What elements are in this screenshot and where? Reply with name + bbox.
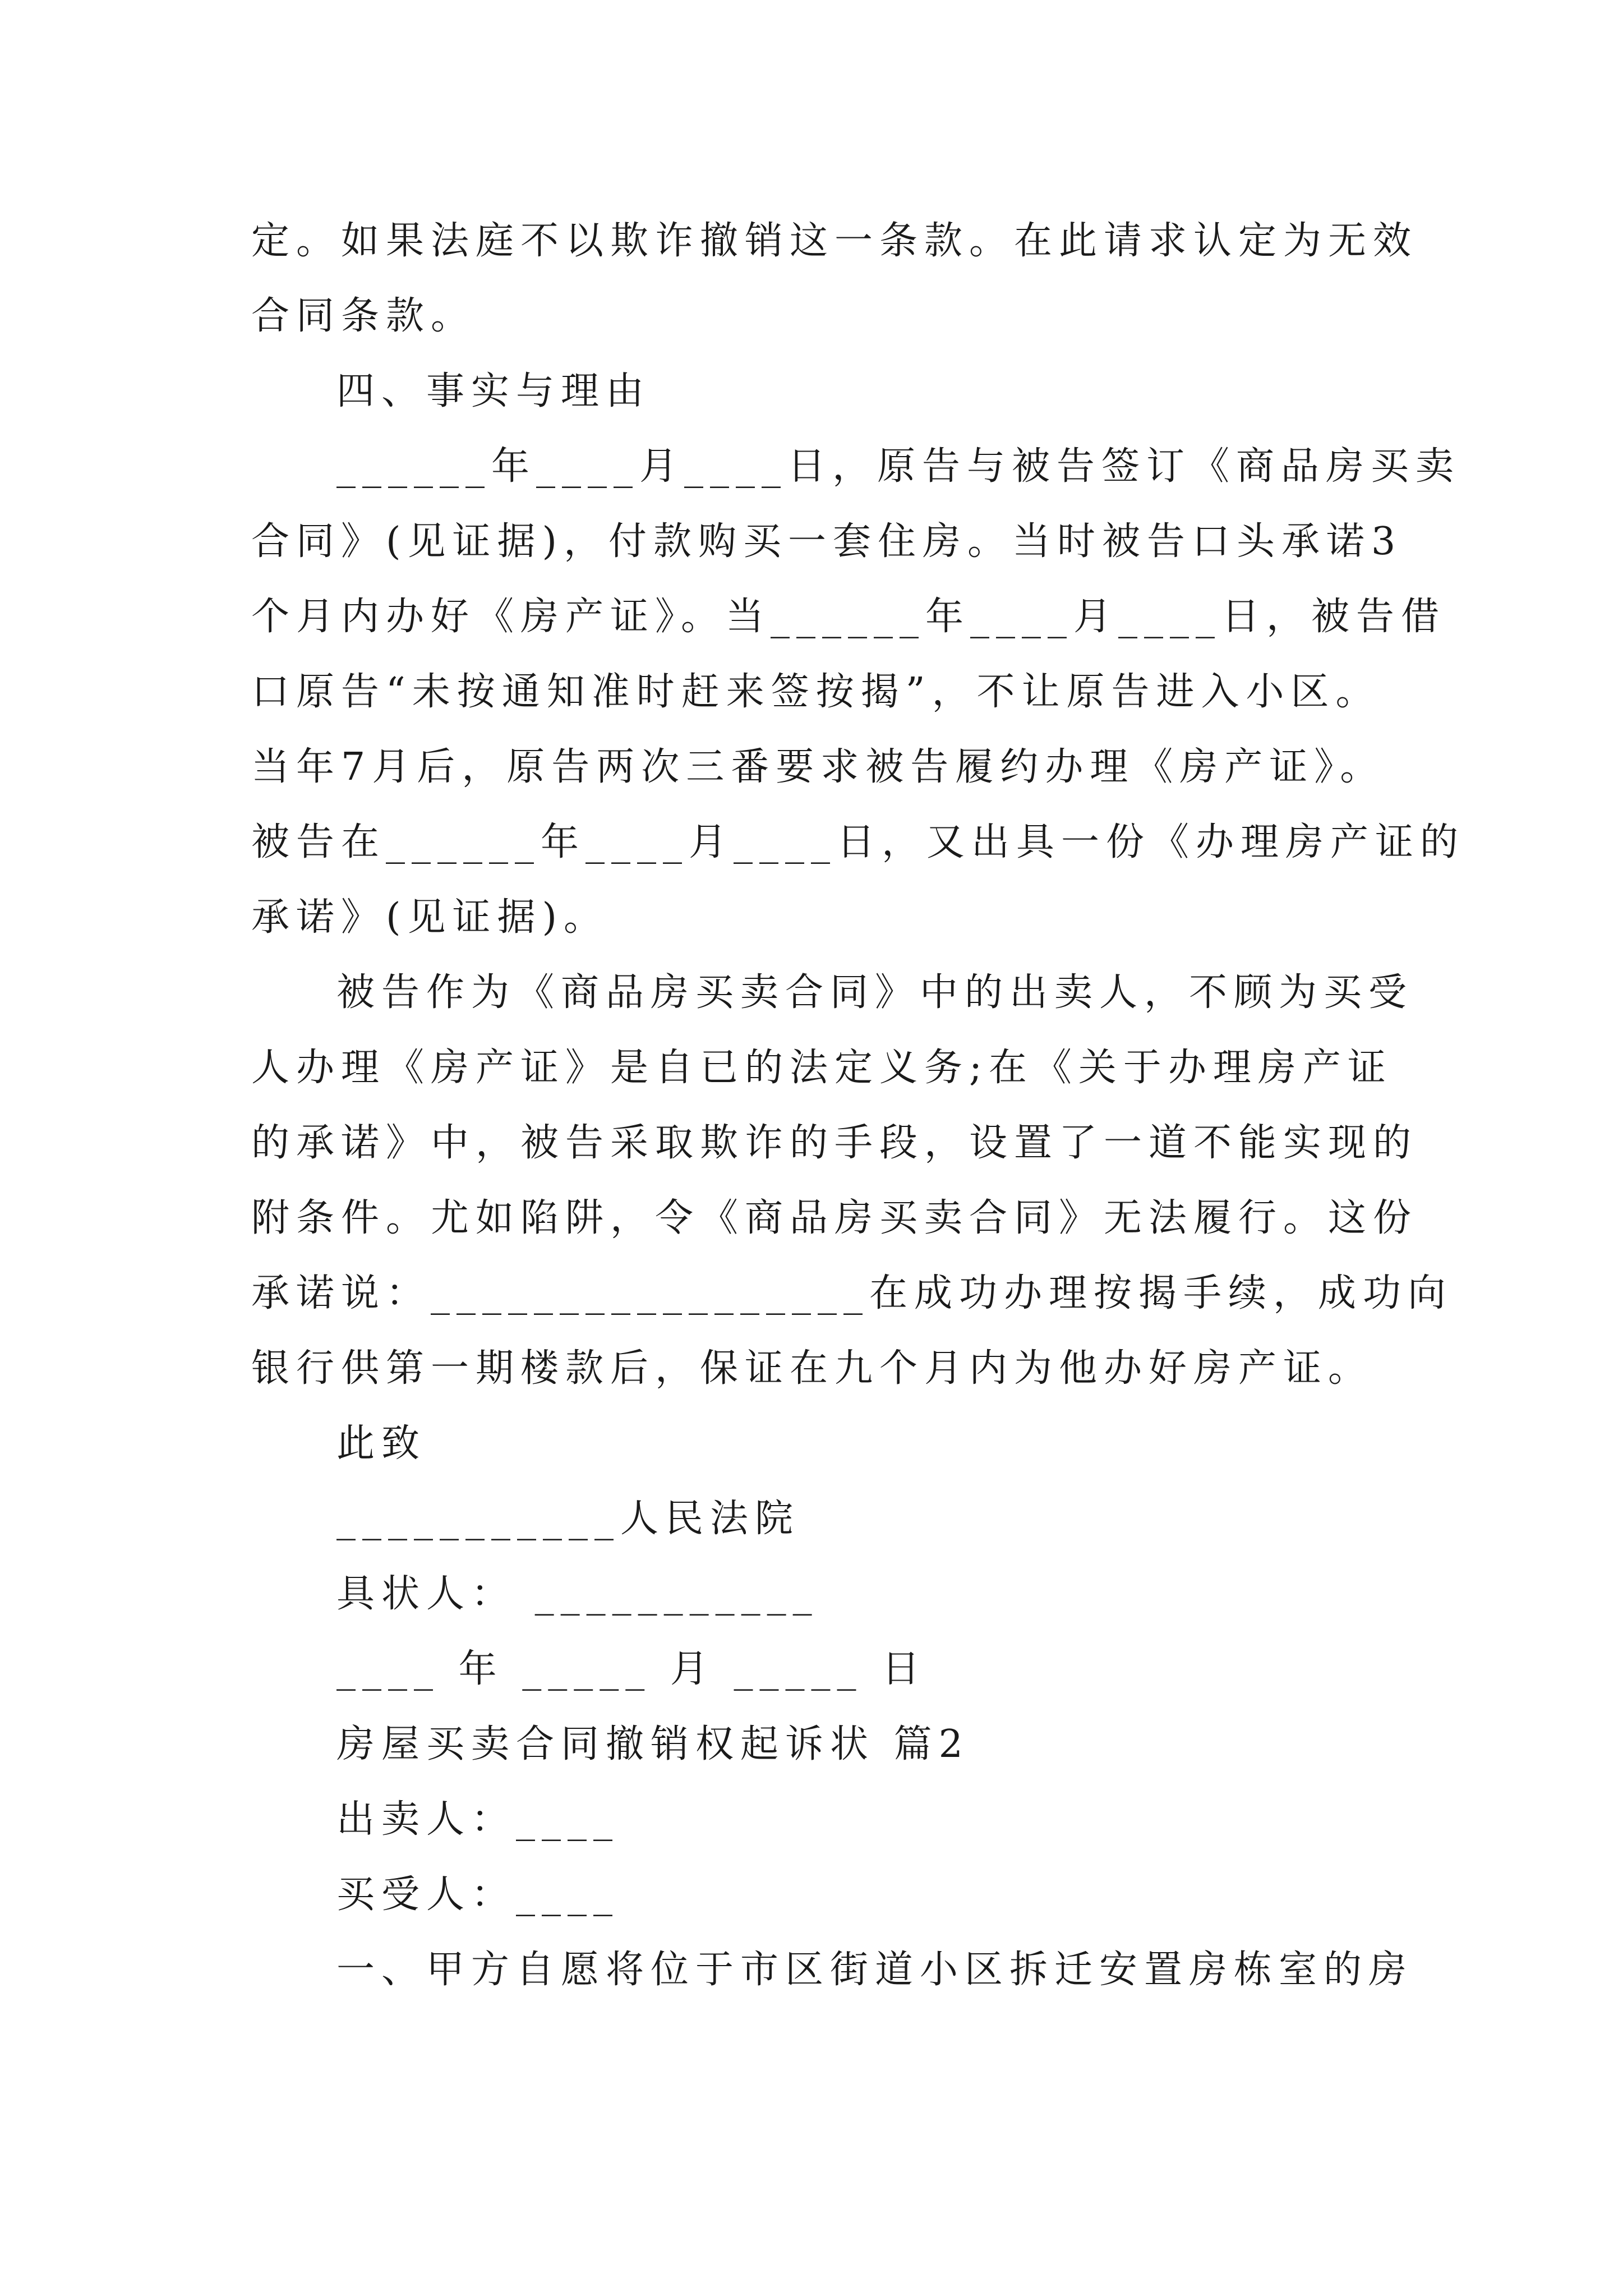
body-text-line: 的承诺》中，被告采取欺诈的手段，设置了一道不能实现的	[251, 1121, 1418, 1165]
body-text-line: 当年7月后，原告两次三番要求被告履约办理《房产证》。	[251, 745, 1385, 789]
body-text-line: 附条件。尤如陷阱，令《商品房买卖合同》无法履行。这份	[251, 1196, 1418, 1240]
body-text-line: 合同条款。	[251, 294, 476, 338]
body-text-line: 合同》(见证据)，付款购买一套住房。当时被告口头承诺3	[251, 519, 1403, 564]
body-text-line: 人办理《房产证》是自已的法定义务;在《关于办理房产证	[251, 1046, 1393, 1090]
body-text-line: 被告作为《商品房买卖合同》中的出卖人，不顾为买受	[336, 970, 1414, 1015]
body-text-line: 承诺》(见证据)。	[251, 895, 609, 940]
body-text-line: ______年____月____日，原告与被告签订《商品房买卖	[336, 444, 1461, 489]
body-text-line: 个月内办好《房产证》。当______年____月____日，被告借	[251, 595, 1446, 639]
section-title: 房屋买卖合同撤销权起诉状 篇2	[336, 1722, 970, 1766]
date-line: ____ 年 _____ 月 _____ 日	[336, 1647, 927, 1691]
closing-salutation: 此致	[336, 1421, 427, 1466]
plaintiff-signature-line: 具状人： ___________	[336, 1572, 819, 1616]
seller-line: 出卖人：____	[336, 1797, 620, 1842]
body-text-line: 被告在______年____月____日，又出具一份《办理房产证的	[251, 820, 1465, 864]
body-text-line: 银行供第一期楼款后，保证在九个月内为他办好房产证。	[251, 1346, 1373, 1391]
body-text-line: 定。如果法庭不以欺诈撤销这一条款。在此请求认定为无效	[251, 219, 1418, 263]
body-text-line: 承诺说：_________________在成功办理按揭手续，成功向	[251, 1271, 1453, 1315]
court-name-line: ___________人民法院	[336, 1497, 800, 1541]
section-heading: 四、事实与理由	[336, 369, 651, 413]
buyer-line: 买受人：____	[336, 1872, 620, 1917]
body-text-line: 一、甲方自愿将位于市区街道小区拆迁安置房栋室的房	[336, 1948, 1414, 1992]
body-text-line: 口原告“未按通知准时赶来签按揭”，不让原告进入小区。	[251, 670, 1381, 714]
